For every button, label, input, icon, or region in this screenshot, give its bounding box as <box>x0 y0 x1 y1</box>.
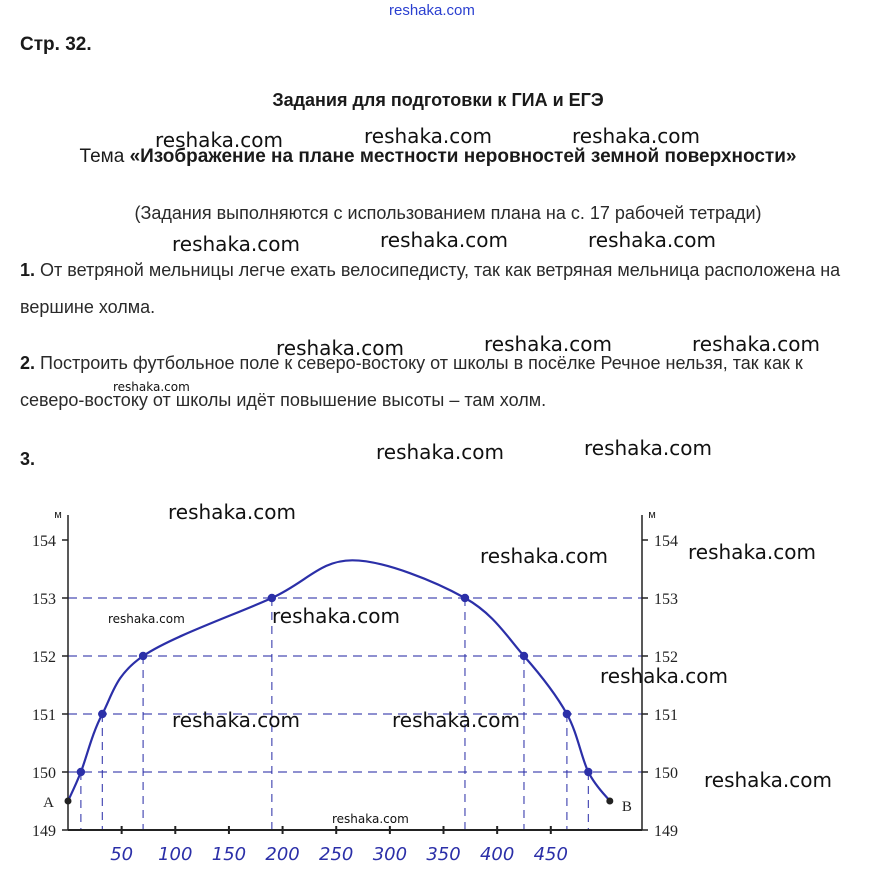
profile-point <box>584 768 592 776</box>
y-tick-label-right: 152 <box>654 649 678 666</box>
chart-grid <box>68 598 642 830</box>
x-tick-label: 100 <box>158 844 193 865</box>
profile-point <box>563 710 571 718</box>
watermark: reshaka.com <box>392 708 520 732</box>
site-url[interactable]: reshaka.com <box>389 2 475 19</box>
y-tick-label-right: 149 <box>654 823 678 840</box>
answer-number: 2. <box>20 353 36 373</box>
endpoint-a-point <box>65 798 72 805</box>
watermark: reshaka.com <box>380 228 508 252</box>
page-number: Стр. 32. <box>20 34 92 55</box>
x-tick-label: 300 <box>372 844 408 865</box>
y-tick-label-left: 149 <box>32 823 56 840</box>
x-tick-label: 50 <box>110 844 134 865</box>
x-tick-label: 200 <box>265 844 300 865</box>
answer-text: Построить футбольное поле к северо-востоку от школы в посёлке Речное нельзя, так как к северо-востоку от школы идёт повышение высоты – там холм. <box>20 353 803 410</box>
watermark: reshaka.com <box>480 544 608 568</box>
section-heading: Задания для подготовки к ГИА и ЕГЭ <box>272 90 604 110</box>
watermark: reshaka.com <box>276 336 404 360</box>
profile-point <box>520 652 528 660</box>
watermark: reshaka.com <box>692 332 820 356</box>
endpoint-b-point <box>606 798 613 805</box>
profile-point <box>139 652 147 660</box>
y-tick-label-left: 150 <box>32 765 56 782</box>
y-tick-label-right: 150 <box>654 765 678 782</box>
watermark: reshaka.com <box>572 124 700 148</box>
answer-number: 1. <box>20 260 36 280</box>
answer-text: От ветряной мельницы легче ехать велосипедисту, так как ветряная мельница расположена на вершине холма. <box>20 260 841 317</box>
x-tick-label: 250 <box>319 844 354 865</box>
watermark: reshaka.com <box>168 500 296 524</box>
y-tick-label-right: 154 <box>654 533 678 550</box>
profile-point <box>77 768 85 776</box>
x-tick-label: 450 <box>533 844 568 865</box>
watermark: reshaka.com <box>108 612 185 626</box>
y-tick-label-left: 153 <box>32 591 56 608</box>
y-tick-label-left: 151 <box>32 707 56 724</box>
watermark: reshaka.com <box>584 436 712 460</box>
chart-series <box>68 560 610 801</box>
watermark: reshaka.com <box>155 128 283 152</box>
y-tick-label-left: 152 <box>32 649 56 666</box>
profile-line <box>68 560 610 801</box>
watermark: reshaka.com <box>704 768 832 792</box>
task-note: (Задания выполняются с использованием плана на с. 17 рабочей тетради) <box>134 203 762 223</box>
watermark: reshaka.com <box>376 440 504 464</box>
watermark: reshaka.com <box>113 380 190 394</box>
answer-1 <box>20 252 870 326</box>
y-tick-label-left: 154 <box>32 533 56 550</box>
watermark: reshaka.com <box>332 812 409 826</box>
topic-prefix: Тема <box>79 146 130 167</box>
watermark: reshaka.com <box>588 228 716 252</box>
x-tick-label: 350 <box>426 844 461 865</box>
watermark: reshaka.com <box>688 540 816 564</box>
profile-point <box>461 594 469 602</box>
x-tick-label: 400 <box>479 844 515 865</box>
watermark: reshaka.com <box>172 232 300 256</box>
watermark: reshaka.com <box>600 664 728 688</box>
profile-point <box>268 594 276 602</box>
watermark: reshaka.com <box>172 708 300 732</box>
watermark: reshaka.com <box>484 332 612 356</box>
endpoint-a-label: A <box>43 795 54 811</box>
topic-line <box>0 146 876 168</box>
answer-number: 3. <box>20 449 36 469</box>
y-unit-label-right: м <box>648 509 656 521</box>
profile-point <box>98 710 106 718</box>
y-unit-label-left: м <box>54 509 62 521</box>
endpoint-b-label: B <box>621 799 632 815</box>
watermark: reshaka.com <box>272 604 400 628</box>
y-tick-label-right: 153 <box>654 591 678 608</box>
y-tick-label-right: 151 <box>654 707 678 724</box>
watermark: reshaka.com <box>364 124 492 148</box>
x-tick-label: 150 <box>211 844 247 865</box>
topic-title: «Изображение на плане местности неровностей земной поверхности» <box>129 146 797 167</box>
